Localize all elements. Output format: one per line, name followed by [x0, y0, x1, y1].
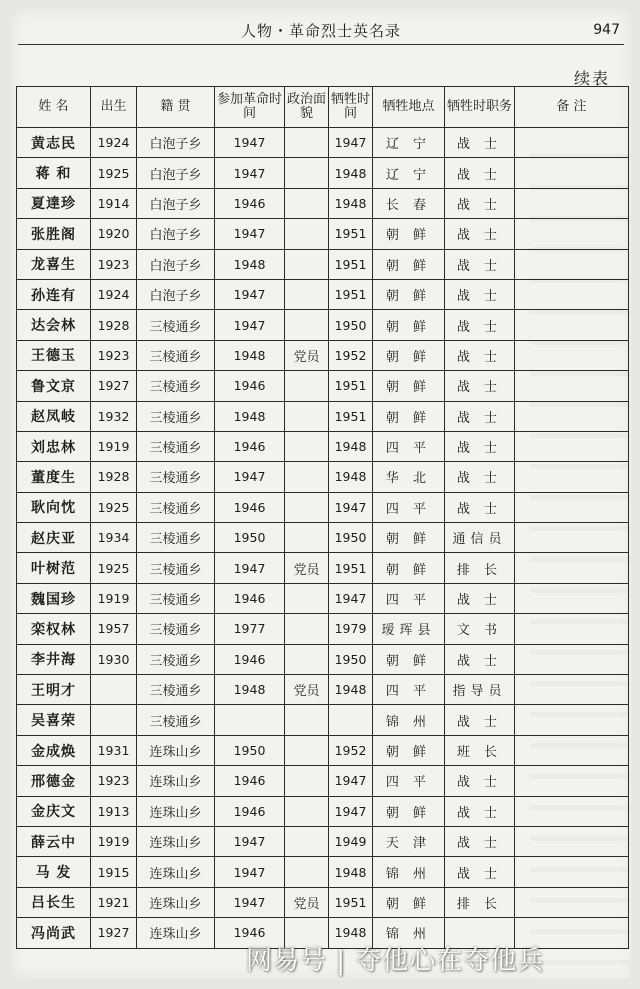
cell-origin: 三棱通乡 [137, 523, 215, 553]
cell-party [285, 158, 329, 188]
cell-born: 1957 [91, 614, 137, 644]
cell-place: 朝 鲜 [373, 340, 445, 370]
cell-born: 1919 [91, 431, 137, 461]
cell-duty: 通信员 [445, 523, 515, 553]
cell-name: 叶树范 [17, 553, 91, 583]
cell-note [515, 279, 629, 309]
cell-died: 1947 [329, 492, 373, 522]
col-header-born: 出生 [91, 87, 137, 128]
cell-name: 王明才 [17, 675, 91, 705]
cell-origin: 连珠山乡 [137, 887, 215, 917]
cell-party [285, 705, 329, 735]
cell-name: 夏達珍 [17, 188, 91, 218]
cell-died: 1947 [329, 583, 373, 613]
table-row [17, 401, 629, 431]
table-row [17, 249, 629, 279]
cell-party: 党员 [285, 340, 329, 370]
cell-joined: 1946 [215, 492, 285, 522]
cell-joined: 1947 [215, 219, 285, 249]
cell-place: 四 平 [373, 675, 445, 705]
table-row [17, 705, 629, 735]
cell-duty: 战 士 [445, 462, 515, 492]
cell-died: 1948 [329, 918, 373, 948]
cell-joined: 1947 [215, 826, 285, 856]
cell-name: 金庆文 [17, 796, 91, 826]
cell-joined: 1947 [215, 553, 285, 583]
cell-name: 邢德金 [17, 766, 91, 796]
cell-name: 黄志民 [17, 128, 91, 158]
cell-place: 华 北 [373, 462, 445, 492]
cell-note [515, 675, 629, 705]
cell-joined: 1950 [215, 523, 285, 553]
continued-label: 续表 [573, 69, 610, 88]
table-row [17, 675, 629, 705]
cell-born: 1924 [91, 279, 137, 309]
cell-note [515, 188, 629, 218]
cell-party [285, 583, 329, 613]
cell-origin: 三棱通乡 [137, 492, 215, 522]
table-row [17, 492, 629, 522]
cell-duty: 战 士 [445, 431, 515, 461]
cell-born: 1924 [91, 128, 137, 158]
cell-duty: 班 长 [445, 735, 515, 765]
cell-duty: 指导员 [445, 675, 515, 705]
cell-party [285, 219, 329, 249]
cell-place: 瑷珲县 [373, 614, 445, 644]
cell-joined [215, 705, 285, 735]
cell-origin: 三棱通乡 [137, 553, 215, 583]
cell-born: 1923 [91, 249, 137, 279]
cell-joined: 1947 [215, 887, 285, 917]
cell-origin: 三棱通乡 [137, 675, 215, 705]
cell-note [515, 857, 629, 887]
cell-died: 1948 [329, 431, 373, 461]
martyrs-roster-table [16, 86, 629, 949]
page-number: 947 [593, 22, 620, 38]
cell-origin: 白泡子乡 [137, 249, 215, 279]
cell-party [285, 128, 329, 158]
cell-place: 朝 鲜 [373, 523, 445, 553]
cell-born: 1923 [91, 766, 137, 796]
cell-died: 1951 [329, 371, 373, 401]
cell-duty: 战 士 [445, 158, 515, 188]
cell-born: 1923 [91, 340, 137, 370]
cell-duty: 战 士 [445, 705, 515, 735]
cell-duty: 战 士 [445, 249, 515, 279]
cell-name: 冯尚武 [17, 918, 91, 948]
cell-note [515, 826, 629, 856]
table-row [17, 431, 629, 461]
cell-name: 马 发 [17, 857, 91, 887]
table-row [17, 614, 629, 644]
table-row [17, 371, 629, 401]
cell-joined: 1948 [215, 401, 285, 431]
cell-died: 1951 [329, 553, 373, 583]
cell-born: 1921 [91, 887, 137, 917]
col-header-place: 牺牲地点 [373, 87, 445, 128]
cell-note [515, 158, 629, 188]
cell-joined: 1946 [215, 796, 285, 826]
cell-joined: 1947 [215, 128, 285, 158]
cell-duty: 战 士 [445, 492, 515, 522]
cell-joined: 1946 [215, 188, 285, 218]
cell-died: 1979 [329, 614, 373, 644]
cell-place: 朝 鲜 [373, 887, 445, 917]
table-row [17, 887, 629, 917]
cell-duty: 战 士 [445, 583, 515, 613]
cell-note [515, 766, 629, 796]
cell-party [285, 766, 329, 796]
cell-note [515, 523, 629, 553]
cell-party [285, 310, 329, 340]
cell-duty: 战 士 [445, 644, 515, 674]
cell-died: 1950 [329, 310, 373, 340]
col-header-party: 政治面貌 [285, 87, 329, 128]
cell-place: 朝 鲜 [373, 644, 445, 674]
cell-name: 龙喜生 [17, 249, 91, 279]
col-header-name: 姓 名 [17, 87, 91, 128]
cell-born: 1919 [91, 583, 137, 613]
cell-note [515, 401, 629, 431]
cell-note [515, 553, 629, 583]
cell-joined: 1948 [215, 249, 285, 279]
cell-note [515, 887, 629, 917]
cell-joined: 1946 [215, 644, 285, 674]
cell-joined: 1977 [215, 614, 285, 644]
cell-name: 鲁文京 [17, 371, 91, 401]
cell-note [515, 462, 629, 492]
cell-born: 1931 [91, 735, 137, 765]
cell-joined: 1947 [215, 279, 285, 309]
cell-name: 董度生 [17, 462, 91, 492]
cell-place: 朝 鲜 [373, 249, 445, 279]
col-header-origin: 籍 贯 [137, 87, 215, 128]
cell-place: 朝 鲜 [373, 371, 445, 401]
cell-note [515, 371, 629, 401]
cell-place: 锦 州 [373, 857, 445, 887]
cell-born: 1915 [91, 857, 137, 887]
cell-note [515, 340, 629, 370]
cell-party [285, 826, 329, 856]
cell-duty: 战 士 [445, 310, 515, 340]
cell-name: 吴喜荣 [17, 705, 91, 735]
cell-note [515, 249, 629, 279]
cell-note [515, 614, 629, 644]
cell-origin: 白泡子乡 [137, 188, 215, 218]
cell-party [285, 523, 329, 553]
cell-born: 1925 [91, 492, 137, 522]
cell-born: 1932 [91, 401, 137, 431]
cell-note [515, 644, 629, 674]
cell-joined: 1946 [215, 583, 285, 613]
cell-place: 四 平 [373, 583, 445, 613]
cell-joined: 1947 [215, 158, 285, 188]
cell-born: 1934 [91, 523, 137, 553]
cell-origin: 白泡子乡 [137, 128, 215, 158]
cell-died: 1951 [329, 401, 373, 431]
cell-origin: 连珠山乡 [137, 796, 215, 826]
cell-duty: 战 士 [445, 766, 515, 796]
header-rule [18, 44, 624, 45]
cell-duty: 战 士 [445, 340, 515, 370]
cell-party [285, 735, 329, 765]
cell-died: 1947 [329, 128, 373, 158]
cell-origin: 三棱通乡 [137, 644, 215, 674]
roster-body [17, 128, 629, 949]
col-header-died: 牺牲时间 [329, 87, 373, 128]
cell-name: 王德玉 [17, 340, 91, 370]
cell-place: 朝 鲜 [373, 735, 445, 765]
cell-died: 1947 [329, 766, 373, 796]
cell-died: 1952 [329, 735, 373, 765]
cell-party [285, 431, 329, 461]
table-row [17, 158, 629, 188]
cell-name: 刘忠林 [17, 431, 91, 461]
cell-died: 1947 [329, 796, 373, 826]
cell-died: 1952 [329, 340, 373, 370]
cell-duty: 战 士 [445, 219, 515, 249]
cell-born [91, 705, 137, 735]
cell-duty: 战 士 [445, 371, 515, 401]
cell-died: 1950 [329, 644, 373, 674]
cell-party [285, 462, 329, 492]
cell-party [285, 614, 329, 644]
cell-origin: 三棱通乡 [137, 462, 215, 492]
cell-place: 辽 宁 [373, 128, 445, 158]
cell-born: 1919 [91, 826, 137, 856]
cell-party [285, 857, 329, 887]
cell-name: 耿向忱 [17, 492, 91, 522]
cell-born: 1930 [91, 644, 137, 674]
cell-duty: 战 士 [445, 188, 515, 218]
cell-party [285, 492, 329, 522]
table-row [17, 644, 629, 674]
cell-born: 1927 [91, 371, 137, 401]
table-row [17, 279, 629, 309]
cell-born: 1928 [91, 462, 137, 492]
cell-name: 张胜阁 [17, 219, 91, 249]
table-header-row [17, 87, 629, 128]
table-row [17, 219, 629, 249]
cell-joined: 1948 [215, 340, 285, 370]
table-row [17, 735, 629, 765]
cell-born: 1914 [91, 188, 137, 218]
document-page [10, 8, 632, 980]
cell-duty: 战 士 [445, 796, 515, 826]
cell-origin: 三棱通乡 [137, 340, 215, 370]
table-row [17, 188, 629, 218]
col-header-joined: 参加革命时 间 [215, 87, 285, 128]
cell-name: 栾权林 [17, 614, 91, 644]
cell-origin: 连珠山乡 [137, 826, 215, 856]
cell-duty: 战 士 [445, 401, 515, 431]
table-row [17, 553, 629, 583]
cell-origin: 白泡子乡 [137, 158, 215, 188]
cell-joined: 1946 [215, 431, 285, 461]
cell-born [91, 675, 137, 705]
cell-name: 吕长生 [17, 887, 91, 917]
cell-origin: 三棱通乡 [137, 614, 215, 644]
cell-place: 天 津 [373, 826, 445, 856]
cell-place: 朝 鲜 [373, 796, 445, 826]
cell-origin: 三棱通乡 [137, 371, 215, 401]
table-row [17, 462, 629, 492]
table-row [17, 128, 629, 158]
cell-born: 1925 [91, 553, 137, 583]
cell-party [285, 249, 329, 279]
watermark: 网易号 | 夺他心在夺他兵 [246, 946, 545, 976]
cell-note [515, 735, 629, 765]
cell-duty: 文 书 [445, 614, 515, 644]
cell-origin: 连珠山乡 [137, 735, 215, 765]
cell-born: 1927 [91, 918, 137, 948]
cell-name: 金成焕 [17, 735, 91, 765]
cell-origin: 白泡子乡 [137, 219, 215, 249]
cell-party [285, 279, 329, 309]
cell-origin: 三棱通乡 [137, 310, 215, 340]
running-title: 人物・革命烈士英名录 [240, 22, 401, 40]
table-row [17, 857, 629, 887]
cell-party [285, 371, 329, 401]
cell-born: 1925 [91, 158, 137, 188]
cell-name: 李井海 [17, 644, 91, 674]
cell-place: 辽 宁 [373, 158, 445, 188]
table-row [17, 310, 629, 340]
cell-note [515, 796, 629, 826]
cell-born: 1920 [91, 219, 137, 249]
cell-born: 1928 [91, 310, 137, 340]
cell-died: 1949 [329, 826, 373, 856]
cell-place: 朝 鲜 [373, 553, 445, 583]
col-header-note: 备 注 [515, 87, 629, 128]
cell-party [285, 644, 329, 674]
cell-place: 锦 州 [373, 918, 445, 948]
cell-died: 1951 [329, 249, 373, 279]
cell-joined: 1948 [215, 675, 285, 705]
cell-died: 1948 [329, 188, 373, 218]
cell-joined: 1947 [215, 857, 285, 887]
table-row [17, 583, 629, 613]
cell-died: 1948 [329, 158, 373, 188]
cell-duty: 排 长 [445, 553, 515, 583]
cell-party: 党员 [285, 887, 329, 917]
cell-note [515, 431, 629, 461]
cell-note [515, 705, 629, 735]
cell-died: 1948 [329, 675, 373, 705]
cell-died: 1951 [329, 219, 373, 249]
table-row [17, 826, 629, 856]
cell-died: 1950 [329, 523, 373, 553]
cell-duty: 排 长 [445, 887, 515, 917]
cell-joined: 1946 [215, 918, 285, 948]
cell-party [285, 401, 329, 431]
cell-duty: 战 士 [445, 826, 515, 856]
cell-origin: 白泡子乡 [137, 279, 215, 309]
table-row [17, 340, 629, 370]
cell-name: 赵庆亚 [17, 523, 91, 553]
cell-duty: 战 士 [445, 857, 515, 887]
cell-name: 薛云中 [17, 826, 91, 856]
cell-place: 朝 鲜 [373, 219, 445, 249]
cell-died [329, 705, 373, 735]
cell-name: 孙连有 [17, 279, 91, 309]
cell-name: 蒋 和 [17, 158, 91, 188]
cell-duty: 战 士 [445, 128, 515, 158]
table-row [17, 796, 629, 826]
cell-died: 1948 [329, 857, 373, 887]
cell-name: 赵凤岐 [17, 401, 91, 431]
cell-origin: 连珠山乡 [137, 857, 215, 887]
cell-name: 魏国珍 [17, 583, 91, 613]
cell-place: 朝 鲜 [373, 401, 445, 431]
cell-place: 长 春 [373, 188, 445, 218]
cell-origin: 三棱通乡 [137, 583, 215, 613]
cell-joined: 1946 [215, 371, 285, 401]
col-header-duty: 牺牲时职务 [445, 87, 515, 128]
cell-note [515, 583, 629, 613]
cell-party [285, 796, 329, 826]
cell-joined: 1947 [215, 462, 285, 492]
cell-note [515, 310, 629, 340]
cell-note [515, 492, 629, 522]
cell-note [515, 219, 629, 249]
cell-origin: 三棱通乡 [137, 401, 215, 431]
cell-party [285, 188, 329, 218]
table-row [17, 523, 629, 553]
cell-joined: 1946 [215, 766, 285, 796]
cell-place: 四 平 [373, 492, 445, 522]
cell-note [515, 128, 629, 158]
cell-origin: 三棱通乡 [137, 431, 215, 461]
cell-place: 朝 鲜 [373, 310, 445, 340]
table-row [17, 766, 629, 796]
cell-origin: 连珠山乡 [137, 766, 215, 796]
cell-party: 党员 [285, 675, 329, 705]
cell-name: 达会林 [17, 310, 91, 340]
cell-died: 1948 [329, 462, 373, 492]
cell-joined: 1947 [215, 310, 285, 340]
cell-place: 锦 州 [373, 705, 445, 735]
cell-origin: 三棱通乡 [137, 705, 215, 735]
cell-died: 1951 [329, 279, 373, 309]
cell-party: 党员 [285, 553, 329, 583]
cell-died: 1951 [329, 887, 373, 917]
cell-place: 朝 鲜 [373, 279, 445, 309]
cell-origin: 连珠山乡 [137, 918, 215, 948]
cell-joined: 1950 [215, 735, 285, 765]
cell-place: 四 平 [373, 431, 445, 461]
cell-duty: 战 士 [445, 279, 515, 309]
cell-born: 1913 [91, 796, 137, 826]
cell-place: 四 平 [373, 766, 445, 796]
